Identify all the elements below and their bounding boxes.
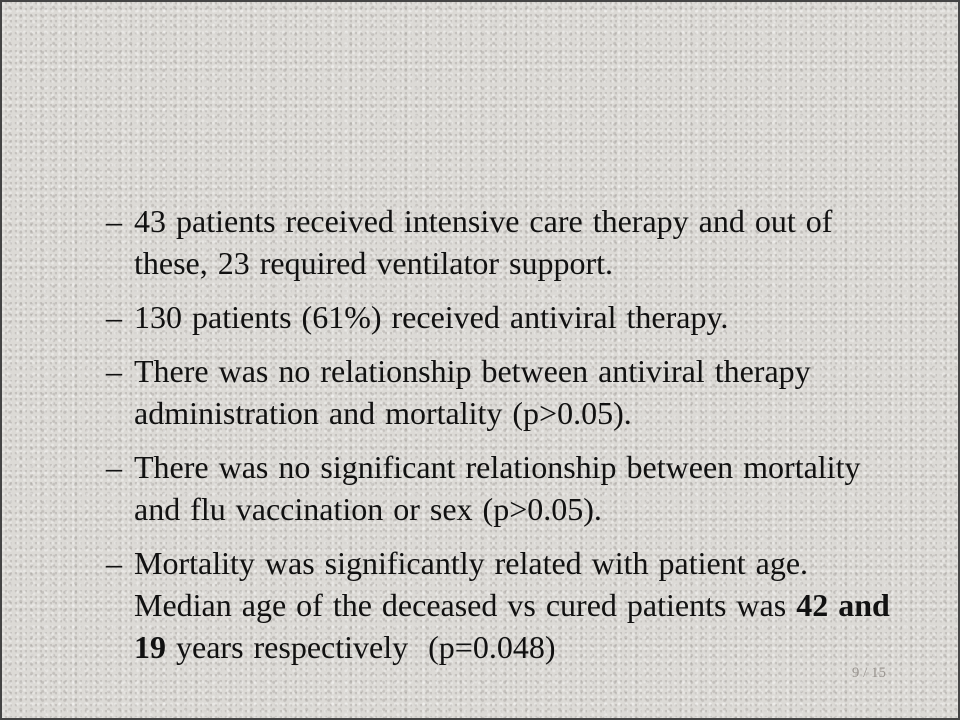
bullet-list	[106, 200, 906, 680]
page-total: 15	[871, 665, 886, 681]
bullet-item	[106, 350, 906, 434]
page-separator: /	[863, 665, 868, 681]
bullet-text: 130 patients (61%) received antiviral therapy.	[134, 299, 729, 335]
bullet-text: There was no relationship between antiviral therapy administration and mortality (p>0.05).	[134, 353, 811, 431]
bullet-text: 43 patients received intensive care therapy and out of these, 23 required ventilator support.	[134, 203, 833, 281]
page-current: 9	[851, 665, 860, 681]
dash-marker: –	[106, 449, 122, 485]
bullet-item	[106, 200, 906, 284]
dash-marker: –	[106, 353, 122, 389]
bullet-item	[106, 542, 906, 668]
dash-marker: –	[106, 203, 122, 239]
dash-marker: –	[106, 545, 122, 581]
dash-marker: –	[106, 299, 122, 335]
bullet-item	[106, 296, 906, 338]
bullet-text: There was no significant relationship between mortality and flu vaccination or sex (p>0.05).	[134, 449, 861, 527]
bullet-item	[106, 446, 906, 530]
bullet-text-bold: 42 and 19	[134, 587, 890, 665]
bullet-text-after: years respectively (p=0.048)	[166, 629, 556, 665]
page-number	[852, 665, 886, 682]
bullet-text-before: Mortality was significantly related with patient age. Median age of the deceased vs cured patients was	[134, 545, 809, 623]
